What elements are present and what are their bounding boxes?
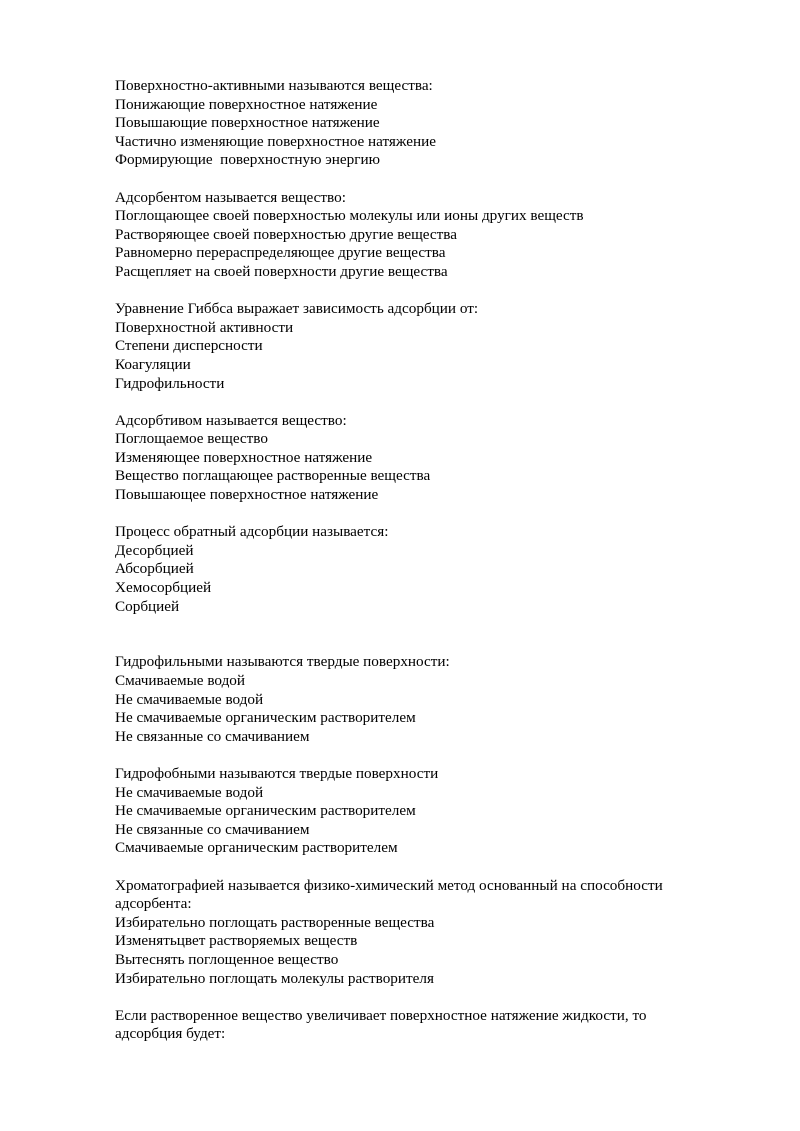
answer-option: Хемосорбцией: [115, 579, 212, 597]
answer-option: Не смачиваемые органическим растворителем: [115, 709, 416, 727]
answer-option: Изменяющее поверхностное натяжение: [115, 448, 373, 466]
question-prompt: Уравнение Гиббса выражает зависимость адсорбции от:: [115, 300, 479, 318]
answer-option: Поверхностной активности: [115, 318, 294, 336]
answer-option: Формирующие поверхностную энергию: [115, 151, 380, 169]
document-page: [115, 77, 715, 1062]
answer-option: Сорбцией: [115, 597, 180, 615]
answer-option: Поглощаемое вещество: [115, 430, 268, 448]
answer-option: Абсорбцией: [115, 560, 194, 578]
answer-option: Равномерно перераспределяющее другие вещества: [115, 244, 446, 262]
question-6: [115, 653, 715, 746]
answer-option: Смачиваемые органическим растворителем: [115, 839, 398, 857]
answer-option: Десорбцией: [115, 541, 194, 559]
answer-option: Повышающее поверхностное натяжение: [115, 486, 379, 504]
answer-option: Не связанные со смачиванием: [115, 727, 310, 745]
answer-option: Коагуляции: [115, 355, 191, 373]
question-prompt: Адсорбтивом называется вещество:: [115, 411, 347, 429]
answer-option: Не связанные со смачиванием: [115, 820, 310, 838]
answer-option: Растворяющее своей поверхностью другие вещества: [115, 225, 457, 243]
answer-option: Частично изменяющие поверхностное натяжение: [115, 132, 436, 150]
question-prompt: Хроматографией называется физико-химический метод основанный на способности: [115, 876, 663, 894]
question-prompt: Поверхностно-активными называются вещества:: [115, 77, 433, 94]
answer-option: Смачиваемые водой: [115, 672, 246, 689]
answer-option: Вытеснять поглощенное вещество: [115, 950, 339, 968]
question-prompt: Если растворенное вещество увеличивает поверхностное натяжение жидкости, то: [115, 1006, 647, 1024]
question-prompt: адсорбция будет:: [115, 1025, 226, 1043]
question-prompt: Гидрофобными называются твердые поверхности: [115, 764, 439, 782]
answer-option: Не смачиваемые водой: [115, 783, 264, 801]
answer-option: Гидрофильности: [115, 374, 225, 392]
question-3: [115, 300, 715, 393]
question-prompt: Адсорбентом называется вещество:: [115, 188, 346, 206]
answer-option: Изменятьцвет растворяемых веществ: [115, 932, 358, 950]
question-9: [115, 1007, 715, 1044]
question-8: [115, 877, 715, 989]
answer-option: Повышающие поверхностное натяжение: [115, 114, 380, 132]
answer-option: Расщепляет на своей поверхности другие вещества: [115, 262, 448, 280]
answer-option: Не смачиваемые органическим растворителем: [115, 802, 416, 820]
question-7: [115, 765, 715, 858]
answer-option: Не смачиваемые водой: [115, 690, 264, 708]
answer-option: Избирательно поглощать растворенные вещества: [115, 913, 435, 931]
answer-option: Вещество поглащающее растворенные вещества: [115, 467, 431, 485]
answer-option: Избирательно поглощать молекулы растворителя: [115, 969, 434, 987]
question-prompt: Процесс обратный адсорбции называется:: [115, 523, 389, 541]
answer-option: Поглощающее своей поверхностью молекулы или ионы других веществ: [115, 207, 584, 225]
question-2: [115, 189, 715, 282]
question-prompt: адсорбента:: [115, 895, 192, 913]
question-5: [115, 523, 715, 616]
question-1: [115, 77, 715, 170]
question-4: [115, 412, 715, 505]
question-prompt: Гидрофильными называются твердые поверхности:: [115, 653, 450, 671]
answer-option: Понижающие поверхностное натяжение: [115, 95, 378, 113]
answer-option: Степени дисперсности: [115, 337, 263, 355]
